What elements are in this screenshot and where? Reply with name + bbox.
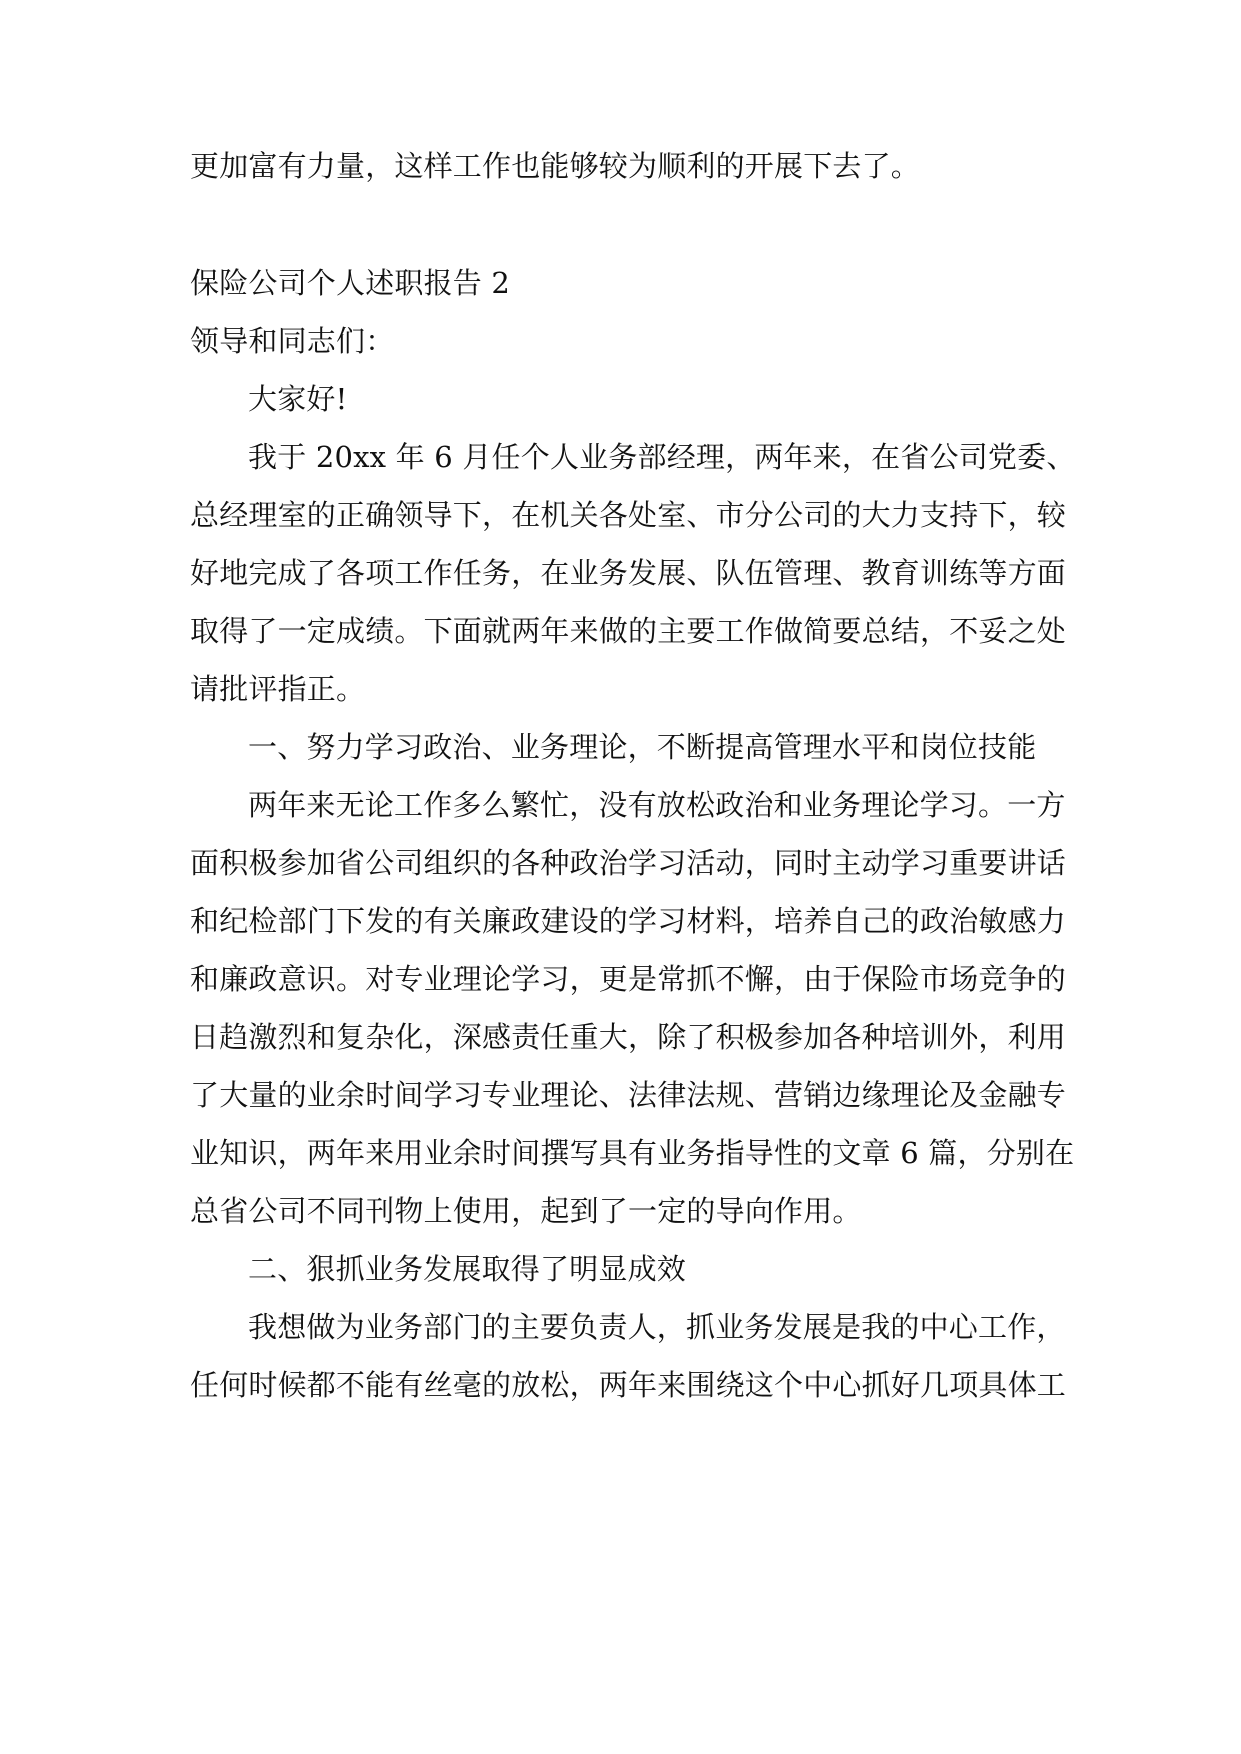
paragraph-line: 了大量的业余时间学习专业理论、法律法规、营销边缘理论及金融专 [190, 1078, 1067, 1112]
section-heading-2: 二、狠抓业务发展取得了明显成效 [248, 1252, 687, 1286]
paragraph-line: 请批评指正。 [190, 672, 366, 706]
paragraph-line: 日趋激烈和复杂化，深感责任重大，除了积极参加各种培训外，利用 [190, 1020, 1067, 1054]
continuation-text: 更加富有力量，这样工作也能够较为顺利的开展下去了。 [190, 149, 921, 183]
paragraph-line: 我想做为业务部门的主要负责人，抓业务发展是我的中心工作， [248, 1310, 1066, 1344]
paragraph-line: 任何时候都不能有丝毫的放松，两年来围绕这个中心抓好几项具体工 [190, 1368, 1067, 1402]
salutation: 领导和同志们： [190, 324, 395, 358]
paragraph-line: 取得了一定成绩。下面就两年来做的主要工作做简要总结，不妥之处 [190, 614, 1067, 648]
paragraph-line: 业知识，两年来用业余时间撰写具有业务指导性的文章 6 篇，分别在 [190, 1136, 1075, 1170]
greeting: 大家好! [248, 382, 348, 416]
report-title: 保险公司个人述职报告 2 [190, 266, 511, 300]
paragraph-line: 和纪检部门下发的有关廉政建设的学习材料，培养自己的政治敏感力 [190, 904, 1067, 938]
paragraph-line: 面积极参加省公司组织的各种政治学习活动，同时主动学习重要讲话 [190, 846, 1067, 880]
paragraph-line: 好地完成了各项工作任务，在业务发展、队伍管理、教育训练等方面 [190, 556, 1067, 590]
paragraph-line: 我于 20xx 年 6 月任个人业务部经理，两年来，在省公司党委、 [248, 440, 1076, 474]
paragraph-line: 和廉政意识。对专业理论学习，更是常抓不懈，由于保险市场竞争的 [190, 962, 1067, 996]
paragraph-line: 总省公司不同刊物上使用，起到了一定的导向作用。 [190, 1194, 862, 1228]
paragraph-line: 总经理室的正确领导下，在机关各处室、市分公司的大力支持下，较 [190, 498, 1067, 532]
paragraph-line: 两年来无论工作多么繁忙，没有放松政治和业务理论学习。一方 [248, 788, 1066, 822]
section-heading-1: 一、努力学习政治、业务理论，不断提高管理水平和岗位技能 [248, 730, 1037, 764]
